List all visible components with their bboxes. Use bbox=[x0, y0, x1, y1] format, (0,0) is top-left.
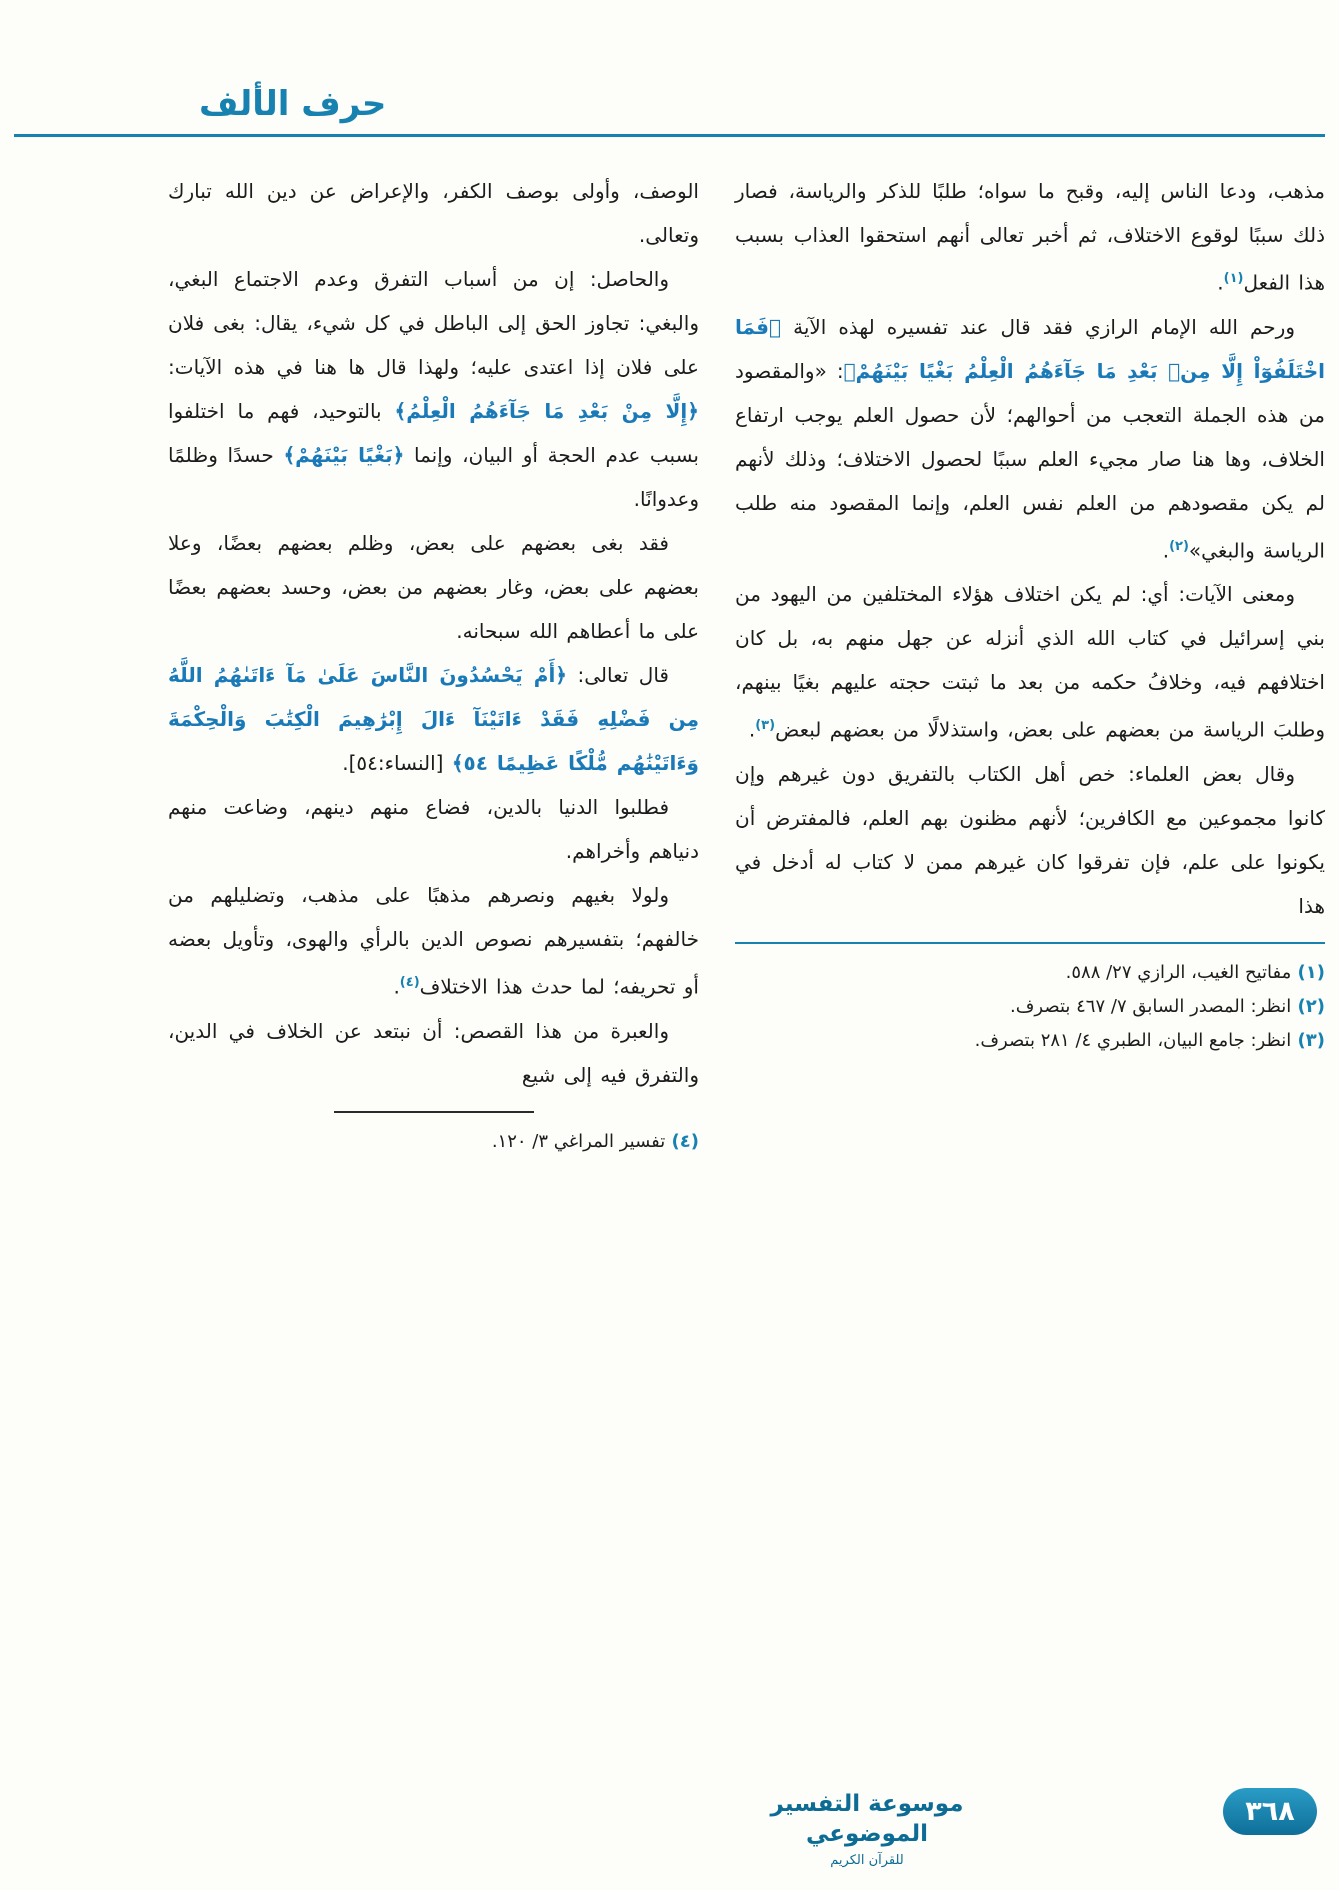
paragraph bbox=[168, 785, 699, 873]
footnotes-right bbox=[735, 956, 1325, 1058]
text-run: والعبرة من هذا القصص: أن نبتعد عن الخلاف في الدين، والتفرق فيه إلى شيع bbox=[168, 1018, 699, 1087]
publisher-logo-title: موسوعة التفسير الموضوعي bbox=[770, 1791, 964, 1847]
footnote-marker: (٢) bbox=[1169, 538, 1189, 554]
column-left-body bbox=[168, 169, 699, 1097]
column-right bbox=[735, 169, 1325, 1159]
footnote-text: مفاتيح الغيب، الرازي ٢٧/ ٥٨٨. bbox=[1065, 961, 1292, 983]
footnote bbox=[735, 1024, 1325, 1058]
footnote bbox=[168, 1125, 699, 1159]
text-run: فقد بغى بعضهم على بعض، وظلم بعضهم بعضًا، وعلا بعضهم على بعض، وغار بعضهم من بعض، وحسد بعضهم بعضًا على ما أعطاهم الله سبحانه. bbox=[168, 531, 699, 643]
footnote-marker: (١) bbox=[1223, 271, 1244, 286]
paragraph bbox=[168, 521, 699, 653]
text-run: فطلبوا الدنيا بالدين، فضاع منهم دينهم، وضاعت منهم دنياهم وأخراهم. bbox=[168, 795, 699, 863]
text-run: والحاصل: إن من أسباب التفرق وعدم الاجتماع البغي، والبغي: تجاوز الحق إلى الباطل في كل شيء، يقال: بغى فلان على فلان إذا اعتدى عليه؛ ولهذا قال ها هنا في هذه الآيات: bbox=[168, 267, 699, 379]
text-run: مذهب، ودعا الناس إليه، وقبح ما سواه؛ طلبًا للذكر والرياسة، فصار ذلك سببًا لوقوع الاختلاف، ثم أخبر تعالى أنهم استحقوا العذاب بسبب هذا الفعل bbox=[735, 179, 1325, 295]
footnote-text: تفسير المراغي ٣/ ١٢٠. bbox=[491, 1130, 666, 1152]
paragraph bbox=[168, 873, 699, 1009]
publisher-logo-subtitle: للقرآن الكريم bbox=[830, 1853, 904, 1868]
text-run: . bbox=[393, 974, 400, 999]
paragraph bbox=[735, 305, 1325, 573]
quran-verse: ﴿أَمْ يَحْسُدُونَ النَّاسَ عَلَىٰ مَآ ءَاتَىٰهُمُ اللَّهُ مِن فَضْلِهِ فَقَدْ ءَاتَيْنَآ ءَالَ إِبْرَٰهِيمَ الْكِتَٰبَ وَالْحِكْمَةَ وَءَاتَيْنَٰهُم مُّلْكًا عَظِيمًا ٥٤﴾ bbox=[168, 663, 699, 775]
footnote-marker: (٤) bbox=[399, 975, 420, 990]
paragraph bbox=[735, 169, 1325, 305]
footnote-number: (١) bbox=[1291, 961, 1325, 983]
text-run: : «والمقصود من هذه الجملة التعجب من أحوالهم؛ لأن حصول العلم يوجب ارتفاع الخلاف، وها هنا صار مجيء العلم سببًا لحصول الاختلاف؛ وذلك لأنهم لم يكن مقصودهم من العلم نفس العلم، وإنما المقصود منه طلب الرياسة والبغي» bbox=[735, 358, 1325, 563]
paragraph bbox=[735, 572, 1325, 752]
text-columns bbox=[168, 169, 1325, 1159]
header-divider bbox=[14, 134, 1325, 137]
text-run: حسدًا وظلمًا وعدوانًا. bbox=[168, 443, 699, 511]
footnote-number: (٣) bbox=[1291, 1029, 1325, 1051]
footnote bbox=[735, 956, 1325, 990]
paragraph bbox=[168, 653, 699, 785]
quran-verse: ﴿بَغْيًا بَيْنَهُمْ﴾ bbox=[283, 443, 405, 467]
footnote bbox=[735, 990, 1325, 1024]
text-run: الوصف، وأولى بوصف الكفر، والإعراض عن دين الله تبارك وتعالى. bbox=[168, 179, 699, 247]
paragraph bbox=[168, 1009, 699, 1097]
text-run: [النساء:٥٤]. bbox=[342, 751, 452, 775]
footnote-number: (٤) bbox=[665, 1130, 699, 1152]
text-run: قال تعالى: bbox=[567, 663, 669, 687]
footnote-text: انظر: جامع البيان، الطبري ٤/ ٢٨١ بتصرف. bbox=[974, 1029, 1292, 1051]
text-run: وقال بعض العلماء: خص أهل الكتاب بالتفريق دون غيرهم وإن كانوا مجموعين مع الكافرين؛ لأنهم مظنون بهم العلم، فالمفترض أن يكونوا على علم، فإن تفرقوا كان غيرهم ممن لا كتاب له أدخل في هذا bbox=[735, 761, 1325, 918]
footnote-separator-right bbox=[735, 942, 1325, 944]
page-number-badge bbox=[1223, 1788, 1317, 1835]
quran-verse: ﴿فَمَا اخْتَلَفُوٓاْ إِلَّا مِنۢ بَعْدِ مَا جَآءَهُمُ الْعِلْمُ بَغْيًا بَيْنَهُمْ﴾ bbox=[735, 314, 1325, 383]
text-run: ورحم الله الإمام الرازي فقد قال عند تفسيره لهذه الآية bbox=[781, 314, 1295, 339]
quran-verse: ﴿إِلَّا مِنْ بَعْدِ مَا جَآءَهُمُ الْعِلْمُ﴾ bbox=[394, 399, 699, 423]
text-run: . bbox=[1217, 270, 1224, 295]
paragraph bbox=[735, 752, 1325, 928]
footnotes-left bbox=[168, 1125, 699, 1159]
text-run: ومعنى الآيات: أي: لم يكن اختلاف هؤلاء المختلفين من اليهود من بني إسرائيل في كتاب الله الذي أنزله عن جهل منهم به، بل كان اختلافهم فيه، وخلافُ حكمه من بعد ما ثبتت حجته عليهم بغيًا بينهم، وطلبَ الرياسة من بعضهم على بعض، واستذلالًا من بعضهم لبعض bbox=[735, 582, 1325, 742]
text-run: . bbox=[1162, 538, 1170, 563]
column-left bbox=[168, 169, 699, 1159]
page-number: ٣٦٨ bbox=[1245, 1796, 1295, 1827]
column-right-body bbox=[735, 169, 1325, 928]
footnote-marker: (٣) bbox=[755, 718, 776, 734]
page-header-title: حرف الألف bbox=[199, 84, 387, 124]
text-run: . bbox=[748, 717, 756, 742]
footnote-number: (٢) bbox=[1291, 995, 1325, 1017]
publisher-logo bbox=[767, 1789, 967, 1868]
footnote-text: انظر: المصدر السابق ٧/ ٤٦٧ بتصرف. bbox=[1010, 995, 1292, 1017]
text-run: ولولا بغيهم ونصرهم مذهبًا على مذهب، وتضليلهم من خالفهم؛ بتفسيرهم نصوص الدين بالرأي والهوى، وتأويل بعضه أو تحريفه؛ لما حدث هذا الاختلاف bbox=[168, 883, 699, 999]
paragraph bbox=[168, 169, 699, 257]
text-run: بالتوحيد، فهم ما اختلفوا بسبب عدم الحجة أو البيان، وإنما bbox=[168, 399, 699, 467]
paragraph bbox=[168, 257, 699, 521]
footnote-separator-left bbox=[334, 1111, 534, 1113]
